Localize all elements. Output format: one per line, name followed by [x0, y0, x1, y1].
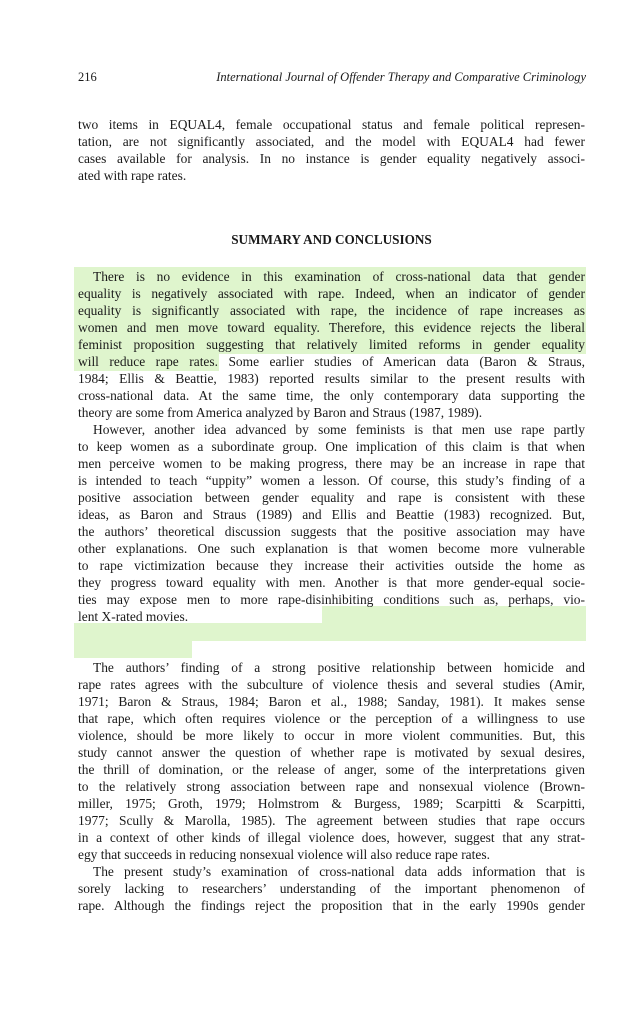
page-number: 216 — [78, 70, 97, 84]
text-line: two items in EQUAL4, female occupational status and female political represen- — [78, 117, 585, 132]
text-line: other explanations. One such explanation is that women become more vulnerable — [78, 541, 585, 556]
text-line: they progress toward equality with men. Another is that more gender-equal socie- — [78, 575, 585, 590]
text-line: ideas, as Baron and Straus (1989) and Ellis and Beattie (1983) recognized. But, — [78, 507, 585, 522]
text-line: cross-national data. At the same time, the only contemporary data supporting the — [78, 388, 585, 403]
text-line: ties may expose men to more rape-disinhibiting conditions such as, perhaps, vio- — [78, 592, 585, 607]
text-line: The authors’ finding of a strong positive relationship between homicide and — [93, 660, 585, 675]
text-line: to rape victimization because they increase their activities outside the home as — [78, 558, 585, 573]
text-line: equality is negatively associated with rape. Indeed, when an indicator of gender — [78, 286, 585, 301]
text-line: feminist proposition suggesting that relatively limited reforms in gender equality — [78, 337, 585, 352]
text-line: that rape, which often requires violence or the perception of a willingness to use — [78, 711, 585, 726]
text-line: tation, are not significantly associated, and the model with EQUAL4 had fewer — [78, 134, 585, 149]
text-line: will reduce rape rates. Some earlier studies of American data (Baron & Straus, — [78, 354, 585, 369]
highlight-2-last-line — [74, 640, 192, 658]
text-line: study cannot answer the question of whether rape is motivated by sexual desires, — [78, 745, 585, 760]
text-line: in a context of other kinds of illegal violence does, however, suggest that any strat- — [78, 830, 585, 845]
text-line: lent X-rated movies. — [78, 609, 189, 624]
text-line: the thrill of domination, or the release of anger, some of the interpretations given — [78, 762, 585, 777]
text-line: the authors’ theoretical discussion suggests that the positive association may have — [78, 524, 585, 539]
text-line: 1977; Scully & Marolla, 1985). The agreement between studies that rape occurs — [78, 813, 585, 828]
running-header — [78, 66, 586, 88]
journal-title: International Journal of Offender Therapy and Comparative Criminology — [216, 70, 586, 84]
text-line: 1984; Ellis & Beattie, 1983) reported results similar to the present results with — [78, 371, 585, 386]
text-line: positive association between gender equality and rape is consistent with these — [78, 490, 585, 505]
text-line: violence, should be more likely to occur in more violent communities. But, this — [78, 728, 585, 743]
section-heading: SUMMARY AND CONCLUSIONS — [231, 232, 432, 247]
text-line: equality is significantly associated with rape, the incidence of rape increases as — [78, 303, 585, 318]
text-line: ated with rape rates. — [78, 168, 187, 183]
text-line: men perceive women to be making progress, there may be an increase in rape that — [78, 456, 585, 471]
text-line: rape rates agrees with the subculture of violence thesis and several studies (Amir, — [78, 677, 585, 692]
text-line: is intended to teach “uppity” women a lesson. Of course, this study’s finding of a — [78, 473, 585, 488]
text-line: The present study’s examination of cross-national data adds information that is — [93, 864, 585, 879]
text-line: cases available for analysis. In no instance is gender equality negatively associ- — [78, 151, 585, 166]
text-line: 1971; Baron & Straus, 1984; Baron et al., 1988; Sanday, 1981). It makes sense — [78, 694, 585, 709]
text-line: sorely lacking to researchers’ understanding of the important phenomenon of — [78, 881, 585, 896]
text-line: miller, 1975; Groth, 1979; Holmstrom & Burgess, 1989; Scarpitti & Scarpitti, — [78, 796, 585, 811]
text-line: to keep women as a subordinate group. One implication of this claim is that when — [78, 439, 585, 454]
text-line: rape. Although the findings reject the proposition that in the early 1990s gender — [78, 898, 585, 913]
highlight-2 — [74, 623, 586, 641]
text-line: women and men move toward equality. Therefore, this evidence rejects the liberal — [78, 320, 585, 335]
text-line: There is no evidence in this examination of cross-national data that gender — [93, 269, 585, 284]
text-line: theory are some from America analyzed by Baron and Straus (1987, 1989). — [78, 405, 483, 420]
text-line: to the relatively strong association between rape and nonsexual violence (Brown- — [78, 779, 585, 794]
text-line: However, another idea advanced by some feminists is that men use rape partly — [93, 422, 585, 437]
text-line: egy that succeeds in reducing nonsexual violence will also reduce rape rates. — [78, 847, 490, 862]
